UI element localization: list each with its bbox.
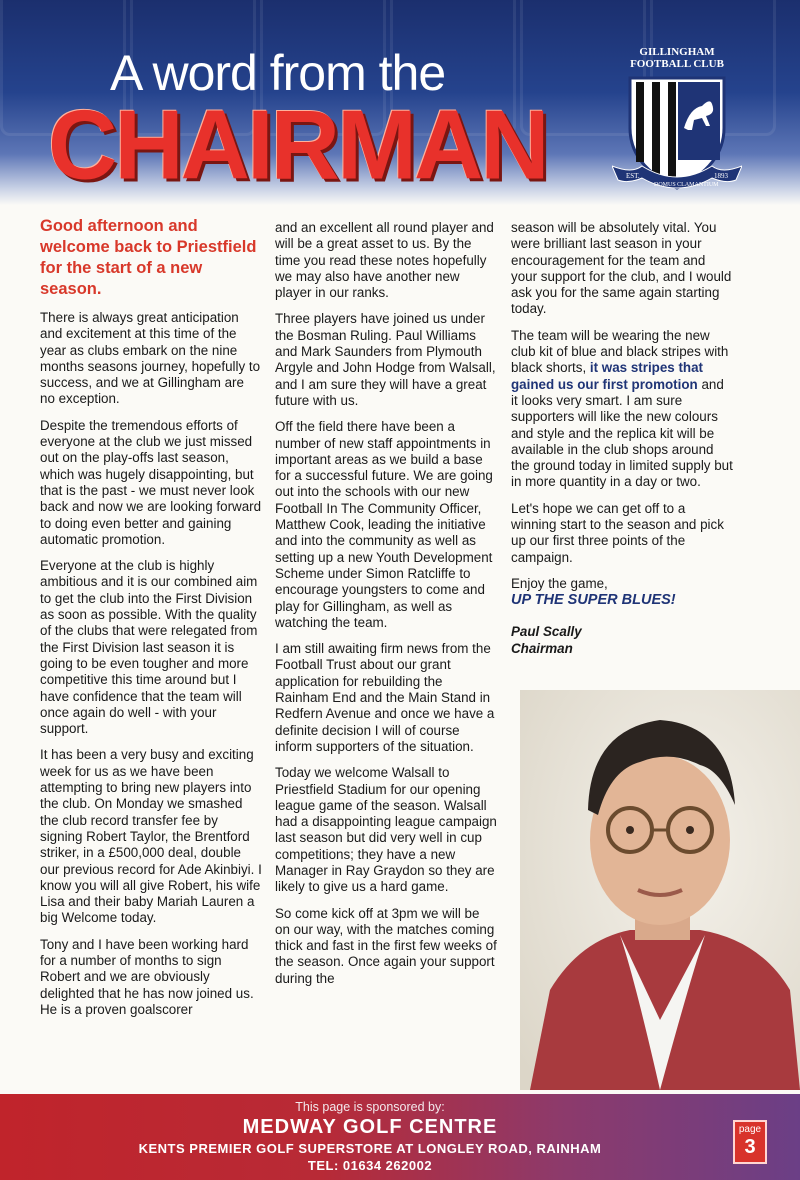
crest-year: 1893 <box>714 172 728 180</box>
page-number: 3 <box>744 1136 756 1158</box>
paragraph: Despite the tremendous efforts of everyone at the club we just missed out on the play-offs last season, which was hugely disappointing, but that is the past - we must never look back and now we are looking forward to doing even better and gaining automatic promotion. <box>40 417 262 547</box>
paragraph: Three players have joined us under the Bosman Ruling. Paul Williams and Mark Saunders from Plymouth Argyle and John Hodge from Walsall, and I am sure they will have a great future with us. <box>275 311 496 408</box>
paragraph: Let's hope we can get off to a winning start to the season and pick up our first three points of the campaign. <box>511 500 724 565</box>
enjoy-line: Enjoy the game, <box>511 575 608 591</box>
paragraph: and an excellent all round player and will be a great asset to us. By the time you read these notes hopefully we may also have another new player in our ranks. <box>275 220 494 301</box>
sponsored-by: This page is sponsored by: <box>295 1100 445 1114</box>
sponsor-footer <box>0 1094 800 1180</box>
signature <box>511 623 733 657</box>
crest-est: EST. <box>626 172 640 180</box>
paragraph: Tony and I have been working hard for a number of months to sign Robert and we are obviously delighted that he has now joined us. He is a proven goalscorer <box>40 936 254 1017</box>
cheer-line: UP THE SUPER BLUES! <box>511 592 676 609</box>
paragraph: I am still awaiting firm news from the Football Trust about our grant application for rebuilding the Rainham End and the Main Stand in Redfern Avenue and once we have a definite decision I will of course inform supporters of the situation. <box>275 641 495 754</box>
crest-name-line1: GILLINGHAM <box>639 46 715 58</box>
kit-text-after: and it looks very smart. I am sure supporters will like the new colours and style and the replica kit will be available in the club shops around the ground today in limited supply but in more quantity in a day or two. <box>511 376 733 490</box>
column-3 <box>511 220 733 657</box>
paragraph: Everyone at the club is highly ambitious and it is our combined aim to get the club into the First Division as soon as possible. With the quality of the clubs that were relegated from the First Division last season it is going to be even tougher and more competitive this time around but I have confidence that the team will once again do well - with your support. <box>40 558 258 737</box>
kit-highlight: it was stripes that gained us our first promotion <box>511 360 703 392</box>
column-1 <box>40 216 262 1028</box>
column-2 <box>275 220 497 997</box>
paragraph: Today we welcome Walsall to Priestfield Stadium for our opening league game of the season. Walsall had a disappointing league campaign last season but did very well in cup competitions; they have a new Manager in Ray Graydon so they are likely to give us a hard game. <box>275 765 497 895</box>
paragraph: So come kick off at 3pm we will be on our way, with the matches coming thick and fast in the first few weeks of the season. Once again your support during the <box>275 905 497 986</box>
page-label: page <box>738 1124 762 1135</box>
lead-paragraph: Good afternoon and welcome back to Priestfield for the start of a new season. <box>40 217 257 298</box>
crest-name-line2: FOOTBALL CLUB <box>630 58 724 70</box>
sponsor-name: MEDWAY GOLF CENTRE <box>242 1116 498 1138</box>
paragraph-kit <box>511 328 733 491</box>
sponsor-tagline: KENTS PREMIER GOLF SUPERSTORE AT LONGLEY ROAD, RAINHAM <box>138 1141 602 1156</box>
crest-ribbon: DOMUS CLAMANTIUM <box>654 182 719 188</box>
crest-name <box>612 46 742 70</box>
title-line-1: A word from the <box>110 45 446 101</box>
club-crest-icon <box>612 48 742 198</box>
paragraph: It has been a very busy and exciting week for us as we have been attempting to bring new players into the club. On Monday we smashed the club record transfer fee by signing Robert Taylor, the Brentford striker, in a £500,000 deal, double our previous record for Ade Akinbiyi. I know you will all give Robert, his wife Lisa and their baby Mariah Lauren a big Welcome today. <box>40 747 262 926</box>
page-title: CHAIRMAN <box>48 90 547 201</box>
kit-text-before: The team will be wearing the new club kit of blue and black stripes with black shorts, <box>511 327 729 376</box>
sponsor-telephone: TEL: 01634 262002 <box>307 1158 433 1173</box>
signature-title: Chairman <box>511 640 573 656</box>
chairman-photo <box>520 690 800 1090</box>
paragraph: season will be absolutely vital. You were brilliant last season in your encouragement for the team and your support for the club, and I would ask you for the same again starting today. <box>511 220 732 317</box>
page-number-badge <box>733 1120 767 1164</box>
signature-name: Paul Scally <box>511 623 582 639</box>
paragraph: Off the field there have been a number of new staff appointments in important areas as we build a base for a successful future. We are going out into the schools with our new Football In The Community Officer, Matthew Cook, leading the initiative and into the community as well as setting up a new Youth Development Scheme under Simon Ratcliffe to encourage youngsters to come and play for Gillingham, as well as watching the team. <box>275 419 493 630</box>
paragraph: There is always great anticipation and excitement at this time of the year as clubs embark on the nine months seasons journey, hopefully to success, and we at Gillingham are no exception. <box>40 310 261 407</box>
